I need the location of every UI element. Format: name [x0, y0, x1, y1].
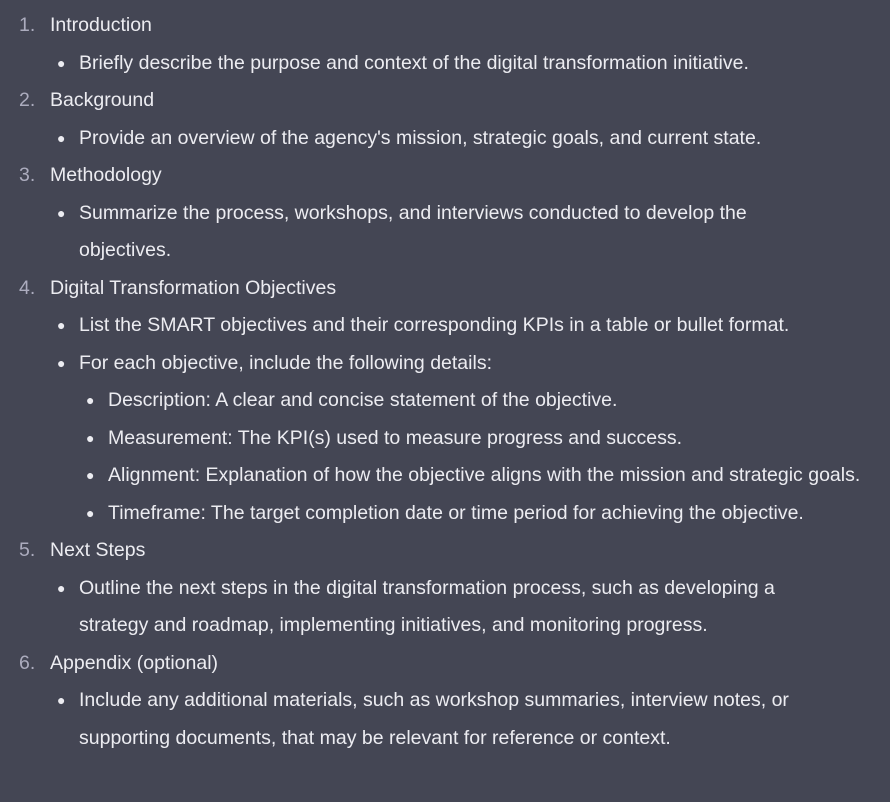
bullet-text: Timeframe: The target completion date or time period for achieving the objective.: [108, 501, 804, 524]
bullet-dot-icon: ●: [86, 429, 95, 446]
section-title: Next Steps: [50, 539, 146, 561]
list-item: [0, 345, 890, 383]
list-item: [0, 420, 890, 458]
bullet-text: Description: A clear and concise statement of the objective.: [108, 389, 618, 411]
document-outline: [0, 7, 890, 757]
bullet-text: Provide an overview of the agency's mission, strategic goals, and current state.: [79, 126, 762, 149]
bullet-dot-icon: ●: [86, 504, 95, 521]
list-item: [0, 45, 890, 83]
bullet-dot-icon: ●: [86, 392, 95, 408]
bullet-text: For each objective, include the following details:: [79, 351, 492, 374]
bullet-dot-icon: ●: [57, 354, 66, 371]
section-next-steps: [0, 532, 890, 645]
section-number: 5.: [19, 539, 36, 561]
section-background: [0, 82, 890, 157]
section-number: 3.: [19, 164, 36, 186]
section-heading: [0, 82, 890, 120]
list-item: [0, 495, 890, 533]
bullet-text: Summarize the process, workshops, and interviews conducted to develop the objectives.: [79, 201, 747, 261]
bullet-text: Include any additional materials, such as workshop summaries, interview notes, or supporting documents, that may be relevant for reference or context.: [79, 689, 789, 749]
section-appendix: [0, 645, 890, 758]
bullet-text: Alignment: Explanation of how the objective aligns with the mission and strategic goals.: [108, 464, 861, 486]
section-title: Background: [50, 89, 155, 111]
bullet-list: [0, 307, 890, 382]
bullet-dot-icon: ●: [57, 692, 66, 708]
section-number: 2.: [19, 89, 36, 111]
list-item: [0, 382, 890, 420]
section-objectives: [0, 270, 890, 533]
section-methodology: [0, 157, 890, 270]
bullet-list: [0, 682, 890, 757]
bullet-text: Briefly describe the purpose and context of the digital transformation initiative.: [79, 51, 749, 74]
bullet-list: [0, 195, 890, 270]
sub-bullet-list: [0, 382, 890, 532]
bullet-dot-icon: ●: [57, 129, 66, 146]
section-number: 6.: [19, 651, 36, 674]
bullet-text: List the SMART objectives and their corresponding KPIs in a table or bullet format.: [79, 314, 790, 336]
bullet-text: Outline the next steps in the digital transformation process, such as developing a strategy and roadmap, implementing initiatives, and monitoring progress.: [79, 576, 775, 636]
bullet-text: Measurement: The KPI(s) used to measure progress and success.: [108, 426, 683, 449]
section-heading: [0, 645, 890, 683]
list-item: [0, 195, 890, 270]
section-number: 4.: [19, 276, 36, 299]
section-title: Appendix (optional): [50, 651, 219, 674]
section-title: Methodology: [50, 164, 162, 186]
list-item: [0, 682, 890, 757]
section-title: Introduction: [50, 14, 152, 36]
list-item: [0, 570, 890, 645]
list-item: [0, 307, 890, 345]
section-heading: [0, 270, 890, 308]
bullet-dot-icon: ●: [86, 467, 95, 483]
section-heading: [0, 157, 890, 195]
section-heading: [0, 532, 890, 570]
bullet-list: [0, 120, 890, 158]
list-item: [0, 120, 890, 158]
bullet-dot-icon: ●: [57, 54, 66, 71]
bullet-dot-icon: ●: [57, 204, 66, 221]
bullet-list: [0, 570, 890, 645]
bullet-dot-icon: ●: [57, 317, 66, 333]
list-item: [0, 457, 890, 495]
section-introduction: [0, 7, 890, 82]
bullet-dot-icon: ●: [57, 579, 66, 596]
section-number: 1.: [19, 14, 36, 36]
bullet-list: [0, 45, 890, 83]
section-heading: [0, 7, 890, 45]
section-title: Digital Transformation Objectives: [50, 276, 337, 299]
